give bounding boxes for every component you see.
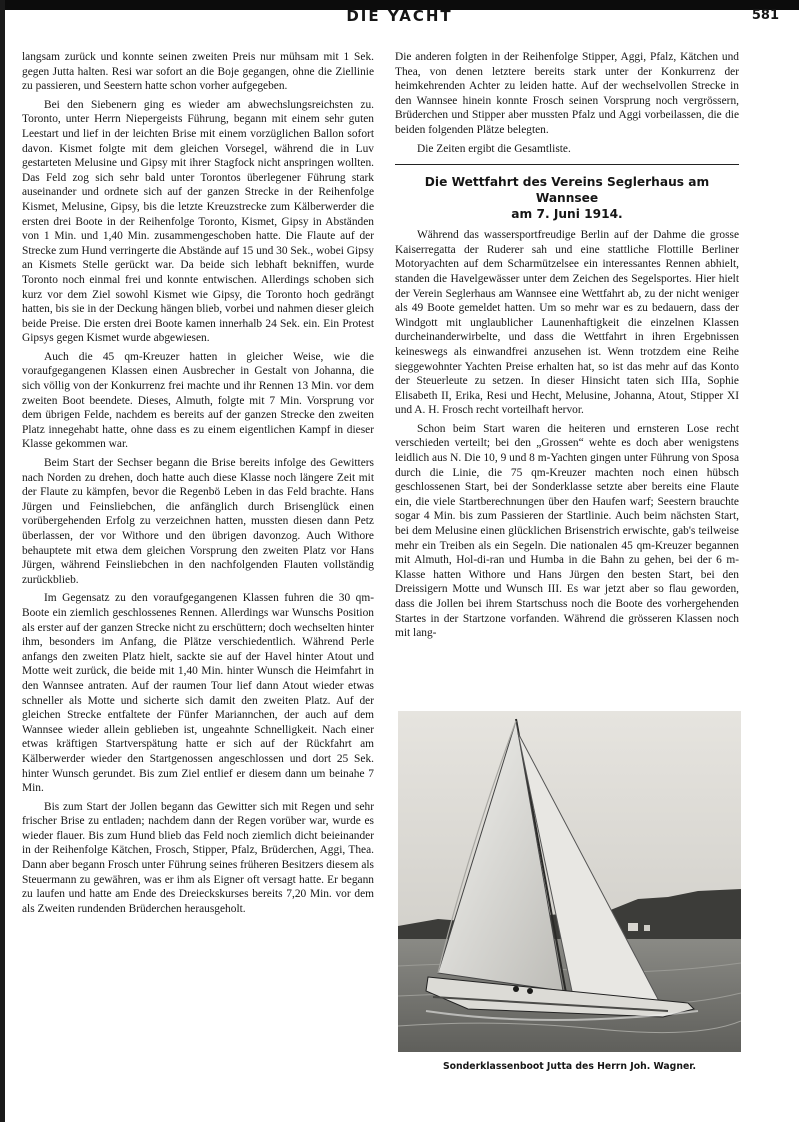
photo-caption: Sonderklassenboot Jutta des Herrn Joh. Wagner. [442, 1061, 697, 1072]
shore-house [628, 923, 638, 931]
article-heading-line: Die Wettfahrt des Vereins Seglerhaus am Wannsee [424, 175, 710, 206]
page-edge [0, 0, 5, 1122]
article-heading [395, 174, 739, 222]
paragraph: langsam zurück und konnte seinen zweiten Preis nur mühsam mit 1 Sek. gegen Jutta halten. Resi war sofort an die Boje gegangen, ohne die Ziellinie zu passieren, und Seestern hatte schon vorher aufgegeben. [22, 51, 374, 93]
sailboat-illustration [398, 711, 741, 1052]
paragraph: Im Gegensatz zu den voraufgegangenen Klassen fuhren die 30 qm-Boote ein ziemlich geschlossenes Rennen. Allerdings war Wunschs Position als erster auf der ganzen Strecke nicht zu erschüttern; doch wechselten hinter ihm, besonders im Anfang, die Plätze verschiedentlich. Während Perle anfangs den zweiten Platz hielt, sackte sie auf der Havel hinter Atout und Motte weit zurück, die beide mit 1,40 Min. hinter Wunsch die Heimfahrt in den Wannsee antraten. Auf der raumen Tour lief dann Atout wieder etwas schneller als Motte und sicherte sich damit den zweiten Platz. Auf der gleichen Strecke entfaltete der Fünfer Mariannchen, der auch auf dem Wannsee wieder allein geblieben ist, ungeahnte Schnelligkeit. Nach einer etwas kräftigen Startverspätung hatte er sich auf der Rückfahrt am Kälberwerder wieder den Startgenossen angeschlossen und dort 25 Sek. hinter Wunsch gerundet. Bis zum Ziel entlief er diesem dann um beinahe 7 Min. [22, 592, 374, 795]
sailboat-photo [398, 711, 741, 1052]
paragraph: Beim Start der Sechser begann die Brise bereits infolge des Gewitters nach Norden zu drehen, doch hatte auch diese Klasse noch längere Zeit mit der Flaute zu kämpfen, bevor die Regenbö Leben in das Feld brachte. Hans Jürgen und Feinsliebchen, die anfänglich durch Brisenglück einen vorübergehenden Erfolg zu verzeichnen hatten, mussten diesen dann Petz überlassen, der vor Withore und den übrigen davonzog. Auch Withore behauptete mit etwa dem gleichen Vorsprung den zweiten Platz vor Hans Jürgen, während Feinsliebchen in den nachfolgenden Flauten vollständig zurückblieb. [22, 457, 374, 586]
left-column [22, 50, 374, 920]
times-note: Die Zeiten ergibt die Gesamtliste. [417, 142, 571, 155]
article-heading-line: am 7. Juni 1914. [511, 207, 623, 222]
paragraph: Bis zum Start der Jollen begann das Gewitter sich mit Regen und sehr frischer Brise zu entladen; nachdem dann der Regen vorüber war, wurde es wieder flauer. Bis zum Hund blieb das Feld noch ziemlich dicht beieinander in der Reihenfolge Kätchen, Frosch, Stipper, Pfalz, Brüderchen, Aggi, Thea. Dann aber begann Frosch unter Führung seines früheren Besitzers diesem als Steuermann zu gewähren, was er ihm als Eigner oft versagt hatte. Er begann zu laufen und hatte am Ende des Dreieckskurses bereits 7,20 Min. vor dem als Zweiten rundenden Brüderchen herausgeholt. [22, 800, 374, 915]
paragraph: Die anderen folgten in der Reihenfolge Stipper, Aggi, Pfalz, Kätchen und Thea, von denen letztere bereits stark unter der Konkurrenz der heimkehrenden Achter zu leiden hatte. Auf der wechselvollen Strecke in den Wannsee hinein konnte Frosch seinen Vorsprung noch vergrössern, Brüderchen und Stipper aber mussten Pfalz und Aggi vorbeilassen, die die beiden folgenden Plätze belegten. [395, 51, 739, 136]
section-divider [395, 164, 739, 165]
paragraph: Während das wassersportfreudige Berlin auf der Dahme die grosse Kaiserregatta der Ruderer sah und eine stattliche Flottille Berliner Motoryachten auf dem Scharmützelsee ein interessantes Rennen abhielt, standen die Havelgewässer unter dem Zeichen des Segelsportes. Hier hielt der Verein Seglerhaus am Wannsee eine Wettfahrt ab, zu der nicht weniger als 49 Boote gemeldet hatten. Um so mehr war es zu bedauern, dass der Windgott mit unglaublicher Launenhaftigkeit die einzelnen Klassen durcheinanderwirbelte, und dass die Wettfahrt in ihren Ergebnissen keineswegs als einwandfrei anzusehen ist. Wenn trotzdem eine Reihe sieggewohnter Yachten Preise erhalten hat, so ist das mehr auf das Konto der Steuerleute zu setzen. In dieser Hinsicht taten sich IIIa, Sophie Elisabeth II, Erika, Resi und Hecht, Melusine, Johanna, Atout, Stipper XI und A. H. Frosch recht vorteilhaft hervor. [395, 229, 739, 417]
shore-house [644, 925, 650, 931]
paragraph: Bei den Siebenern ging es wieder am abwechslungsreichsten zu. Toronto, unter Herrn Niepergeists Führung, begann mit einem sehr guten Leestart und lief in der leichten Brise mit einem vorzüglichen Ballon sofort davon. Kismet folgte mit dem gleichen Vorsegel, während die in Luv gestarteten Melusine und Gipsy mit ihrer Stagfock nicht anspringen wollten. Das Feld zog sich sehr bald unter Torontos überlegener Führung stark auseinander und ordnete sich auf der ganzen Strecke in der Reihenfolge Kismet, Melusine, Gipsy, bis die letzte Kreuzstrecke zum Kälberwerder die ersten drei Boote in der Reihenfolge Toronto, Kismet, Gipsy in Abständen von 1 Min. und 1,40 Min. zusammengeschoben hatte. Die Flaute auf der Strecke zum Hund verringerte die Abstände auf 15 und 30 Sek., wobei Gipsy an Kismets Stelle gerückt war. Da beide sich lebhaft bekniffen, wurde Toronto noch einmal frei und konnte entwischen. Allerdings schoben sich kurz vor dem Ziel sowohl Kismet wie Gipsy, die Toronto hoch gedrängt hatten, bis sie in der Deckung hängen blieb, vorbei und nahmen dieser gleich beide Preise. Die ersten drei Boote kamen innerhalb 24 Sek. ein. Ein Protest Gipsys gegen Kismet wurde abgewiesen. [22, 98, 374, 345]
paragraph: Schon beim Start waren die heiteren und ernsteren Lose recht verschieden verteilt; bei den „Grossen“ wehte es doch aber wenigstens leidlich aus N. Die 10, 9 und 8 m-Yachten gingen unter Führung von Sposa durch die Linie, die 75 qm-Kreuzer machten noch einen hübsch geschlossenen Start, bei der Sonderklasse setzte aber bereits eine Flaute ein, die viele Startberechnungen über den Haufen warf; Seestern brauchte sogar 4 Min. bis zum Passieren der Startlinie. Auch beim nächsten Start, bei dem Melusine einen glücklichen Brisenstrich erwischte, gab's teilweise mehr ein Treiben als ein Segeln. Die nationalen 45 qm-Kreuzer begannen mit Almuth, Hol-di-ran und Humba in die Bahn zu gehen, bei der 6 m-Klasse hatten Withore und Hans Jürgen den besten Start, bei den Dreissigern Motte und Wunsch III. Es war jetzt aber so flau geworden, dass die Jollen bei ihrem Startschuss noch die Boote des vorhergehenden Startes in der Startzone vorfanden. Während die grösseren Klassen noch mit lang- [395, 422, 739, 640]
page-number: 581 [751, 8, 779, 23]
right-column [395, 50, 739, 645]
running-head: DIE YACHT [346, 7, 453, 25]
paragraph: Auch die 45 qm-Kreuzer hatten in gleicher Weise, wie die voraufgegangenen Klassen einen Ausbrecher in Gestalt von Johanna, die sich völlig von der Konkurrenz frei machte und ihr Rennen 13 Min. vor dem zweiten Boot beendete. Dieses, Almuth, folgte mit 7 Min. Vorsprung vor dem übrigen Felde, nachdem es bereits auf der ganzen Strecke den zweiten Platz innegehabt hatte, ohne dass es zu einem eigentlichen Kampf in dieser Klasse gekommen war. [22, 350, 374, 451]
